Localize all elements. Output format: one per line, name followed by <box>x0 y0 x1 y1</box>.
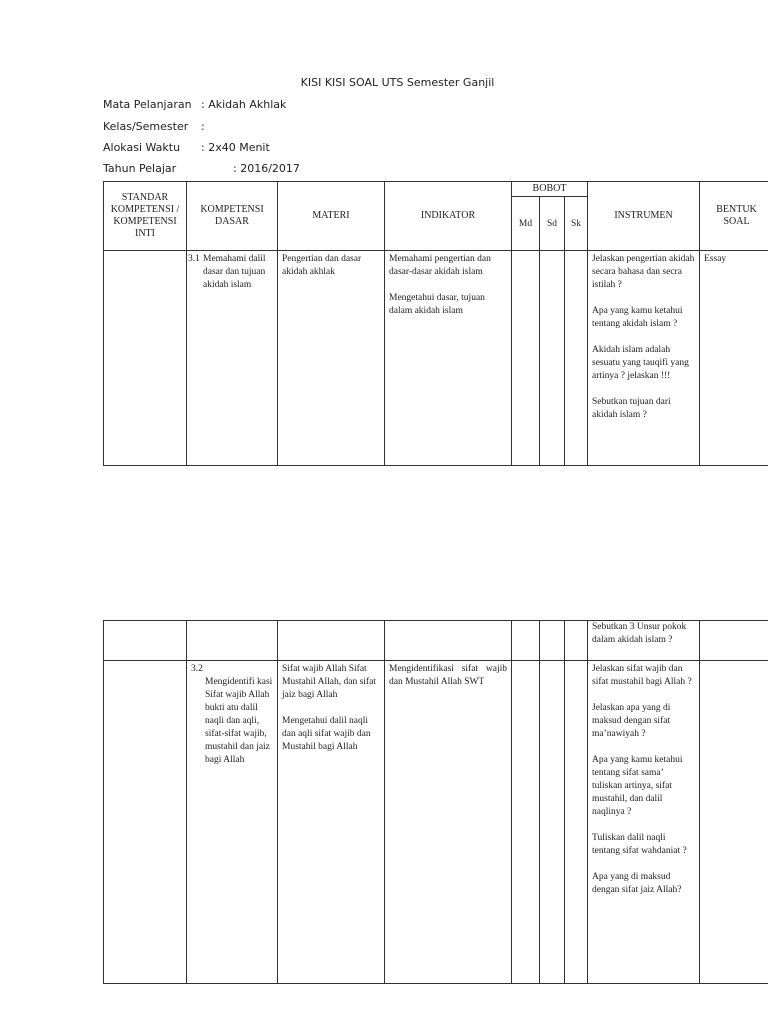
table-row <box>104 621 768 661</box>
instrumen-item: Jelaskan apa yang di maksud dengan sifat ma’nawiyah ? <box>592 703 671 739</box>
instrumen-item: Sebutkan tujuan dari akidah islam ? <box>592 397 671 420</box>
cell-empty <box>700 621 768 661</box>
cell-instrumen <box>588 251 700 466</box>
cell-empty <box>512 621 540 661</box>
field-label-alokasi-waktu: Alokasi Waktu <box>103 141 181 154</box>
header-instrumen: INSTRUMEN <box>588 182 700 251</box>
kompetensi-text: Mengidentifi kasi Sifat wajib Allah bukti atu dalil naqli dan aqli, sifat-sifat wajib, mustahil dan jaiz bagi Allah <box>205 677 273 765</box>
header-kompetensi-dasar: KOMPETENSI DASAR <box>187 182 278 251</box>
field-label-tahun-pelajar: Tahun Pelajar <box>103 162 177 175</box>
cell-materi: Pengertian dan dasar akidah akhlak <box>278 251 385 466</box>
cell-indikator: Mengidentifikasi sifat wajib dan Mustahil Allah SWT <box>385 661 512 984</box>
cell-sk <box>565 661 588 984</box>
cell-md <box>512 251 540 466</box>
cell-instrumen: Sebutkan 3 Unsur pokok dalam akidah islam ? <box>588 621 700 661</box>
instrumen-item: Apa yang kamu ketahui tentang sifat sama’ tuliskan artinya, sifat mustahil, dan dalil naqlinya ? <box>592 755 683 817</box>
cell-standar <box>104 661 187 984</box>
indikator-item: Memahami pengertian dan dasar-dasar akidah islam <box>389 254 491 277</box>
field-value-kelas-semester: : <box>201 120 205 133</box>
instrumen-item: Tuliskan dalil naqli tentang sifat wahdaniat ? <box>592 833 687 856</box>
kisi-table-1 <box>103 181 768 466</box>
header-indikator: INDIKATOR <box>385 182 512 251</box>
table-row <box>104 661 768 984</box>
instrumen-item: Jelaskan sifat wajib dan sifat mustahil bagi Allah ? <box>592 664 692 687</box>
cell-empty <box>104 621 187 661</box>
cell-sd <box>540 251 565 466</box>
materi-item: Mengetahui dalil naqli dan aqli sifat wajib dan Mustahil bagi Allah <box>282 716 371 752</box>
cell-kompetensi <box>187 661 278 984</box>
cell-materi <box>278 661 385 984</box>
header-materi: MATERI <box>278 182 385 251</box>
field-label-mata-pelajaran: Mata Pelanjaran <box>103 98 192 111</box>
instrumen-item: Apa yang kamu ketahui tentang akidah islam ? <box>592 306 683 329</box>
cell-bentuk-soal <box>700 661 768 984</box>
indikator-item: Mengetahui dasar, tujuan dalam akidah islam <box>389 293 485 316</box>
cell-empty <box>540 621 565 661</box>
header-md: Md <box>512 197 540 251</box>
header-bentuk-soal: BENTUK SOAL <box>700 182 768 251</box>
instrumen-item: Jelaskan pengertian akidah secara bahasa dan secra istilah ? <box>592 254 695 290</box>
document-title: KISI KISI SOAL UTS Semester Ganjil <box>300 76 495 89</box>
instrumen-item: Akidah islam adalah sesuatu yang tauqifi yang artinya ? jelaskan !!! <box>592 345 689 381</box>
field-label-kelas-semester: Kelas/Semester <box>103 120 189 133</box>
kisi-table-2 <box>103 620 768 984</box>
cell-empty <box>565 621 588 661</box>
cell-md <box>512 661 540 984</box>
header-sd: Sd <box>540 197 565 251</box>
cell-standar <box>104 251 187 466</box>
cell-kompetensi <box>187 251 278 466</box>
cell-sk <box>565 251 588 466</box>
cell-empty <box>278 621 385 661</box>
cell-empty <box>187 621 278 661</box>
field-value-alokasi-waktu: : 2x40 Menit <box>201 141 270 154</box>
field-value-tahun-pelajar: : 2016/2017 <box>233 162 300 175</box>
materi-item: Sifat wajib Allah Sifat Mustahil Allah, dan sifat jaiz bagi Allah <box>282 664 376 700</box>
kompetensi-number: 3.1 <box>188 254 200 264</box>
cell-empty <box>385 621 512 661</box>
header-standar: STANDAR KOMPETENSI / KOMPETENSI INTI <box>104 182 187 251</box>
field-value-mata-pelajaran: : Akidah Akhlak <box>201 98 287 111</box>
kompetensi-text: Memahami dalil dasar dan tujuan akidah islam <box>203 254 266 290</box>
cell-instrumen <box>588 661 700 984</box>
cell-indikator <box>385 251 512 466</box>
header-sk: Sk <box>565 197 588 251</box>
header-bobot: BOBOT <box>512 182 588 197</box>
cell-sd <box>540 661 565 984</box>
table-row <box>104 251 768 466</box>
instrumen-item: Apa yang di maksud dengan sifat jaiz Allah? <box>592 872 682 895</box>
cell-bentuk-soal: Essay <box>700 251 768 466</box>
kompetensi-number: 3.2 <box>191 664 203 674</box>
